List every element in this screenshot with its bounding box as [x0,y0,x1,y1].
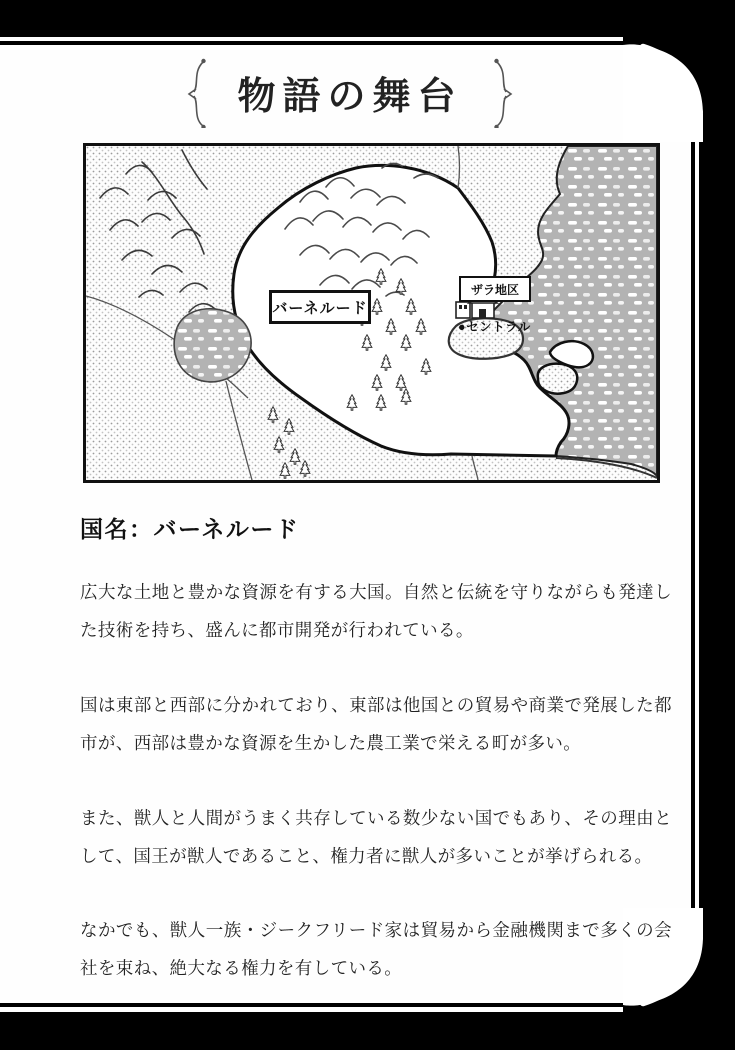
map-illustration [83,143,660,483]
district-label-box [459,276,531,302]
title-section [0,56,700,128]
map-drawing [86,146,657,480]
island-shape [538,364,577,394]
frame-right-bar [699,0,735,1050]
flourish-bracket-left-icon [185,56,211,128]
city-label: セントラル [466,320,531,334]
lake-shape [174,309,251,382]
body-paragraph: なかでも、獣人一族・ジークフリード家は貿易から金融機関まで多くの会社を束ね、絶大なる権力を有している。 [80,920,672,978]
body-paragraph: 国は東部と西部に分かれており、東部は他国との貿易や商業で発展した都市が、西部は豊かな資源を生かした農工業で栄える町が多い。 [80,695,672,753]
city-marker-dot: ● [458,320,467,334]
body-paragraph: また、獣人と人間がうまく共存している数少ない国でもあり、その理由として、国王が獣人であること、権力者に獣人が多いことが挙げられる。 [80,808,672,866]
frame-right-line [691,0,695,1050]
body-paragraph: 広大な土地と豊かな資源を有する大国。自然と伝統を守りながらも発達した技術を持ち、盛んに都市開発が行われている。 [80,582,672,640]
district-label: ザラ地区 [470,282,519,297]
country-label: バーネルード [272,299,368,317]
flourish-bracket-right-icon [489,56,515,128]
country-name-heading: 国名：バーネルード [80,517,300,542]
country-label-box [269,290,371,324]
page-title: 物語の舞台 [237,75,463,118]
city-marker-line [458,317,531,335]
